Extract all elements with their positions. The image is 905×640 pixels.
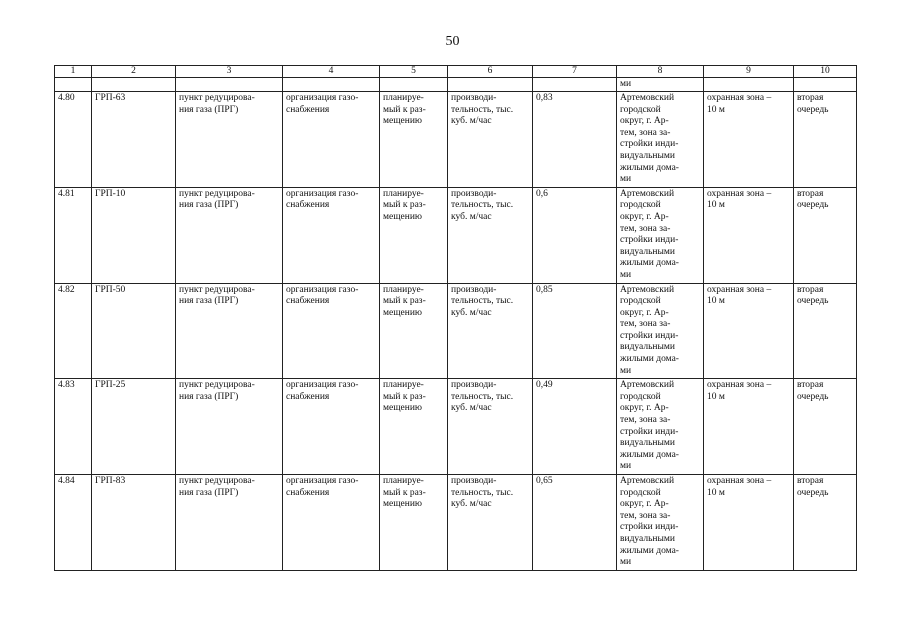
cell-parameter-line: куб. м/час (451, 211, 492, 222)
cell-location-line: стройки инди- (620, 139, 679, 150)
table-row (55, 283, 857, 379)
cell-location-line: жилыми дома- (620, 258, 679, 269)
cell-status (380, 187, 448, 283)
cell-parameter-line: тельность, тыс. (451, 296, 514, 307)
cell-location-line: видуальными (620, 150, 675, 161)
cell-zone-line: охранная зона – (707, 284, 772, 295)
cell-status-line: мый к раз- (383, 200, 426, 211)
cell-stage-line: вторая (797, 93, 824, 103)
cell-status (380, 379, 448, 475)
cell-object-type (176, 283, 283, 379)
cell-value: 0,49 (533, 379, 617, 475)
cell-status-line: мещению (383, 403, 423, 414)
cell-location-line: видуальными (620, 533, 675, 544)
cell-location-line: Артемовский (620, 380, 675, 391)
cell-object-type (176, 187, 283, 283)
cell-status-line: мещению (383, 499, 423, 510)
cell-object-type-line: пункт редуцирова- (179, 93, 255, 103)
column-header: 9 (704, 66, 794, 78)
cell-object-type (176, 379, 283, 475)
cell-location-line: городской (620, 391, 661, 402)
cell-number: 4.83 (55, 379, 92, 475)
cell-stage (794, 92, 857, 188)
cell-status-line: мый к раз- (383, 296, 426, 307)
cell-stage-line: вторая (797, 188, 824, 199)
cell-object-type-line: ния газа (ПРГ) (179, 296, 239, 307)
cell-location-line: тем, зона за- (620, 510, 671, 521)
cell-location-line: округ, г. Ар- (620, 403, 669, 414)
cell-location-line: Артемовский (620, 93, 675, 103)
cell-stage (794, 379, 857, 475)
cell-location-line: жилыми дома- (620, 162, 679, 173)
cell-location-line: жилыми дома- (620, 354, 679, 365)
cell-purpose-line: снабжения (286, 104, 330, 115)
table-row (55, 475, 857, 571)
cell-zone-line: охранная зона – (707, 476, 772, 486)
cell-object-type (176, 475, 283, 571)
column-header: 2 (92, 66, 176, 78)
cell-value: 0,85 (533, 283, 617, 379)
cell-parameter (448, 379, 533, 475)
cell-location-line: Артемовский (620, 188, 675, 199)
cell-purpose (283, 92, 380, 188)
cell-location-line: ми (620, 269, 632, 280)
cell-purpose-line: организация газо- (286, 476, 359, 486)
cell-purpose (283, 283, 380, 379)
cell-purpose-line: снабжения (286, 296, 330, 307)
cell-status-line: мый к раз- (383, 104, 426, 115)
cell-purpose-line: снабжения (286, 391, 330, 402)
cell-location-line: стройки инди- (620, 235, 679, 246)
cell-parameter (448, 92, 533, 188)
cell-purpose-line: организация газо- (286, 380, 359, 391)
continuation-row (55, 78, 857, 92)
cell-object-type-line: пункт редуцирова- (179, 476, 255, 486)
cell-purpose-line: организация газо- (286, 284, 359, 295)
cell-location-line: жилыми дома- (620, 545, 679, 556)
cell-location-line: городской (620, 487, 661, 498)
cell-location-line: городской (620, 200, 661, 211)
cell-object-type-line: пункт редуцирова- (179, 380, 255, 391)
cell-parameter-line: производи- (451, 380, 497, 391)
cell-stage-line: очередь (797, 487, 829, 498)
cell-location-line: ми (620, 461, 632, 472)
cell-value: 0,6 (533, 187, 617, 283)
header-row (55, 66, 857, 78)
cell-location (617, 475, 704, 571)
document-table (54, 65, 857, 571)
cell-status-line: мещению (383, 211, 423, 222)
cell-location-line: тем, зона за- (620, 223, 671, 234)
cell-object-type-line: ния газа (ПРГ) (179, 200, 239, 211)
cell-zone (704, 283, 794, 379)
cell-location-line: видуальными (620, 438, 675, 449)
column-header: 4 (283, 66, 380, 78)
cell-location-line: округ, г. Ар- (620, 116, 669, 127)
page-number: 50 (445, 34, 460, 49)
cell-number: 4.84 (55, 475, 92, 571)
table-row (55, 92, 857, 188)
cell-parameter-line: куб. м/час (451, 403, 492, 414)
cell-parameter-line: производи- (451, 188, 497, 199)
cell-location-line: видуальными (620, 246, 675, 257)
cell-status-line: планируе- (383, 380, 424, 391)
cell-location-line: Артемовский (620, 476, 675, 486)
cell-number: 4.81 (55, 187, 92, 283)
cell-purpose-line: организация газо- (286, 93, 359, 103)
cell-location (617, 187, 704, 283)
cell-object-type-line: ния газа (ПРГ) (179, 487, 239, 498)
cell-purpose-line: организация газо- (286, 188, 359, 199)
cell-parameter-line: куб. м/час (451, 307, 492, 318)
cell-location-line: ми (620, 365, 632, 376)
cell-purpose (283, 379, 380, 475)
cell-zone (704, 92, 794, 188)
cell-parameter-line: производи- (451, 284, 497, 295)
cell-location-line: городской (620, 104, 661, 115)
cell-status-line: мещению (383, 116, 423, 127)
cell-parameter-line: тельность, тыс. (451, 487, 514, 498)
cell-zone-line: охранная зона – (707, 93, 772, 103)
cell-number: 4.80 (55, 92, 92, 188)
cell-object-name: ГРП-10 (92, 187, 176, 283)
cell-location-line: округ, г. Ар- (620, 211, 669, 222)
cell-status-line: мый к раз- (383, 391, 426, 402)
cell-status-line: планируе- (383, 476, 424, 486)
cell-stage-line: вторая (797, 380, 824, 391)
cell-value: 0,65 (533, 475, 617, 571)
cell-zone-line: охранная зона – (707, 188, 772, 199)
cell-status-line: планируе- (383, 93, 424, 103)
cell-parameter-line: куб. м/час (451, 116, 492, 127)
cell-location (617, 379, 704, 475)
cell-parameter-line: тельность, тыс. (451, 200, 514, 211)
cell-location-line: тем, зона за- (620, 415, 671, 426)
cell-stage (794, 475, 857, 571)
cell-object-name: ГРП-83 (92, 475, 176, 571)
cell-location-line: ми (620, 174, 632, 185)
cell-stage-line: очередь (797, 200, 829, 211)
cell-object-type-line: ния газа (ПРГ) (179, 391, 239, 402)
column-header: 5 (380, 66, 448, 78)
cell-stage (794, 187, 857, 283)
cell-location-line: жилыми дома- (620, 449, 679, 460)
cell-object-name: ГРП-50 (92, 283, 176, 379)
cell-location-line: стройки инди- (620, 330, 679, 341)
cell-zone-line: 10 м (707, 200, 725, 211)
cell-purpose-line: снабжения (286, 200, 330, 211)
cell-stage-line: вторая (797, 476, 824, 486)
cell-zone-line: 10 м (707, 487, 725, 498)
cell-zone (704, 379, 794, 475)
cell-purpose-line: снабжения (286, 487, 330, 498)
cell-status (380, 283, 448, 379)
cell-object-type-line: пункт редуцирова- (179, 284, 255, 295)
cell-object-type-line: ния газа (ПРГ) (179, 104, 239, 115)
cell-location-line: ми (620, 557, 632, 568)
cell-status-line: планируе- (383, 188, 424, 199)
cell-zone-line: 10 м (707, 391, 725, 402)
cell-location (617, 92, 704, 188)
cell-location-line: тем, зона за- (620, 319, 671, 330)
cell-location-line: округ, г. Ар- (620, 307, 669, 318)
cell-object-name: ГРП-63 (92, 92, 176, 188)
column-header: 10 (794, 66, 857, 78)
cell-location-line: стройки инди- (620, 522, 679, 533)
cell-parameter (448, 283, 533, 379)
cell-location-line: видуальными (620, 342, 675, 353)
cell-location-line: округ, г. Ар- (620, 499, 669, 510)
cell-number: 4.82 (55, 283, 92, 379)
cell-stage-line: очередь (797, 104, 829, 115)
table-row (55, 379, 857, 475)
cell-location-line: Артемовский (620, 284, 675, 295)
cell-value: 0,83 (533, 92, 617, 188)
cell-parameter (448, 475, 533, 571)
cell-zone (704, 187, 794, 283)
cell-parameter-line: производи- (451, 93, 497, 103)
cell-zone-line: охранная зона – (707, 380, 772, 391)
cell-stage-line: очередь (797, 296, 829, 307)
table-row (55, 187, 857, 283)
column-header: 1 (55, 66, 92, 78)
column-header: 8 (617, 66, 704, 78)
cell-parameter-line: куб. м/час (451, 499, 492, 510)
cell-zone-line: 10 м (707, 296, 725, 307)
column-header: 7 (533, 66, 617, 78)
cell-purpose (283, 475, 380, 571)
cell-status (380, 92, 448, 188)
cell-location (617, 283, 704, 379)
cell-stage-line: очередь (797, 391, 829, 402)
cell-object-type (176, 92, 283, 188)
cell-purpose (283, 187, 380, 283)
column-header: 3 (176, 66, 283, 78)
cell-status (380, 475, 448, 571)
cell-parameter-line: тельность, тыс. (451, 391, 514, 402)
cell-location-line: стройки инди- (620, 426, 679, 437)
cell-location-line: тем, зона за- (620, 127, 671, 138)
cell-stage (794, 283, 857, 379)
cell-parameter-line: тельность, тыс. (451, 104, 514, 115)
column-header: 6 (448, 66, 533, 78)
cell-object-name: ГРП-25 (92, 379, 176, 475)
cell-zone-line: 10 м (707, 104, 725, 115)
continuation-cell: ми (617, 78, 704, 92)
cell-status-line: мещению (383, 307, 423, 318)
cell-stage-line: вторая (797, 284, 824, 295)
cell-object-type-line: пункт редуцирова- (179, 188, 255, 199)
cell-zone (704, 475, 794, 571)
cell-location-line: городской (620, 296, 661, 307)
cell-parameter-line: производи- (451, 476, 497, 486)
cell-status-line: мый к раз- (383, 487, 426, 498)
cell-status-line: планируе- (383, 284, 424, 295)
cell-parameter (448, 187, 533, 283)
